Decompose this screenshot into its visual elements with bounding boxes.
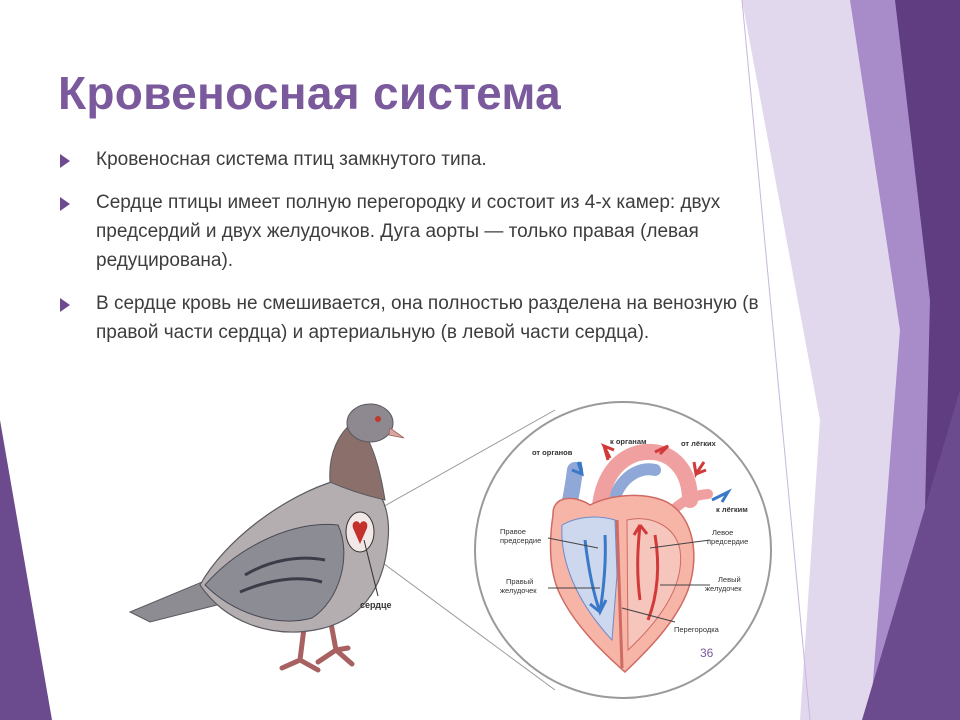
label-right-ventricle: желудочек — [500, 586, 537, 595]
pigeon-head — [347, 404, 393, 442]
label-right-atrium: предсердие — [500, 536, 542, 545]
pigeon-beak — [389, 428, 404, 438]
label-from-organs: от органов — [532, 448, 573, 457]
label-right-ventricle: Правый — [506, 577, 534, 586]
label-left-atrium: предсердие — [707, 537, 749, 546]
pigeon-illustration — [130, 404, 404, 670]
label-septum: Перегородка — [674, 625, 719, 634]
bullet-text: Кровеносная система птиц замкнутого типа. — [96, 149, 487, 170]
pigeon-eye — [375, 416, 381, 422]
bullet-text: В сердце кровь не смешивается, она полностью разделена на венозную (в правой части сердца) и артериальную (в левой части сердца). — [96, 293, 759, 343]
label-left-atrium: Левое — [712, 528, 734, 537]
label-left-ventricle: желудочек — [705, 584, 742, 593]
bullet-text: Сердце птицы имеет полную перегородку и состоит из 4-х камер: двух предсердий и двух желудочков. Дуга аорты — только правая (левая редуцирована). — [96, 192, 721, 271]
page-number: 36 — [700, 646, 714, 660]
slide-title: Кровеносная система — [58, 67, 562, 119]
label-to-lungs: к лёгким — [716, 505, 748, 514]
label-right-atrium: Правое — [500, 527, 526, 536]
label-to-organs: к органам — [610, 437, 647, 446]
label-left-ventricle: Левый — [718, 575, 741, 584]
label-from-lungs: от лёгких — [681, 439, 716, 448]
heart-diagram — [475, 402, 771, 698]
bird-heart-label: сердце — [360, 600, 392, 610]
